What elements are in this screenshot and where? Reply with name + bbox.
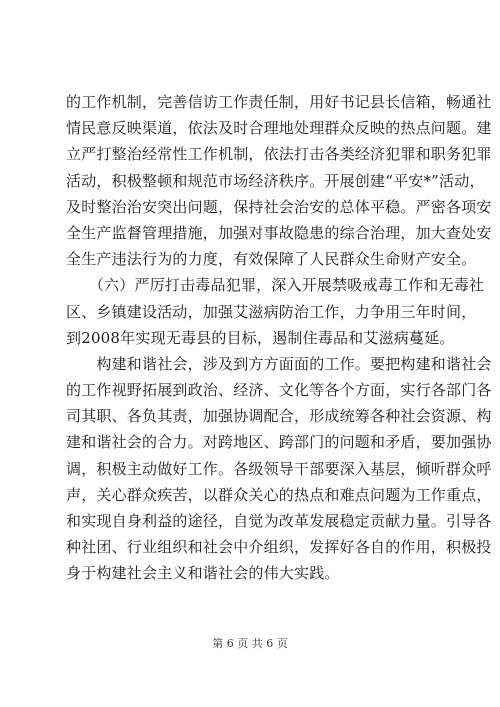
text-line: 司其职、各负其责，加强协调配合，形成统筹各种社会资源、构	[66, 407, 492, 426]
text-line: （六）严厉打击毒品犯罪，深入开展禁吸戒毒工作和无毒社	[66, 276, 485, 295]
text-line: 活动，积极整顿和规范市场经济秩序。开展创建“平安*”活动，	[66, 171, 485, 190]
text-line: 全生产监督管理措施，加强对事故隐患的综合治理，加大查处安	[66, 223, 492, 242]
text-line: 全生产违法行为的力度，有效保障了人民群众生命财产安全。	[66, 250, 477, 269]
text-line: 区、乡镇建设活动，加强艾滋病防治工作，力争用三年时间，	[66, 302, 477, 321]
text-line: 到2008年实现无毒县的目标，遏制住毒品和艾滋病蔓延。	[66, 328, 455, 347]
text-line: 立严打整治经常性工作机制，依法打击各类经济犯罪和职务犯罪	[66, 145, 492, 164]
text-line: 情民意反映渠道，依法及时合理地处理群众反映的热点问题。建	[66, 119, 492, 138]
text-line: 调，积极主动做好工作。各级领导干部要深入基层，倾听群众呼	[66, 459, 492, 478]
text-line: 及时整治治安突出问题，保持社会治安的总体平稳。严密各项安	[66, 197, 492, 216]
text-line: 构建和谐社会，涉及到方方面面的工作。要把构建和谐社会	[66, 354, 492, 373]
text-line: 种社团、行业组织和社会中介组织，发挥好各自的作用，积极投	[66, 538, 492, 557]
text-line: 建和谐社会的合力。对跨地区、跨部门的问题和矛盾，要加强协	[66, 433, 492, 452]
text-line: 身于构建社会主义和谐社会的伟大实践。	[66, 564, 340, 583]
text-line: 和实现自身利益的途径，自觉为改革发展稳定贡献力量。引导各	[66, 512, 492, 530]
text-line: 声，关心群众疾苦，以群众关心的热点和难点问题为工作重点，	[66, 485, 492, 504]
text-line: 的工作视野拓展到政治、经济、文化等各个方面，实行各部门各	[66, 381, 492, 400]
body-text	[66, 89, 492, 587]
page-number-footer: 第 6 页 共 6 页	[212, 637, 288, 650]
text-line: 的工作机制，完善信访工作责任制，用好书记县长信箱，畅通社	[66, 93, 492, 111]
